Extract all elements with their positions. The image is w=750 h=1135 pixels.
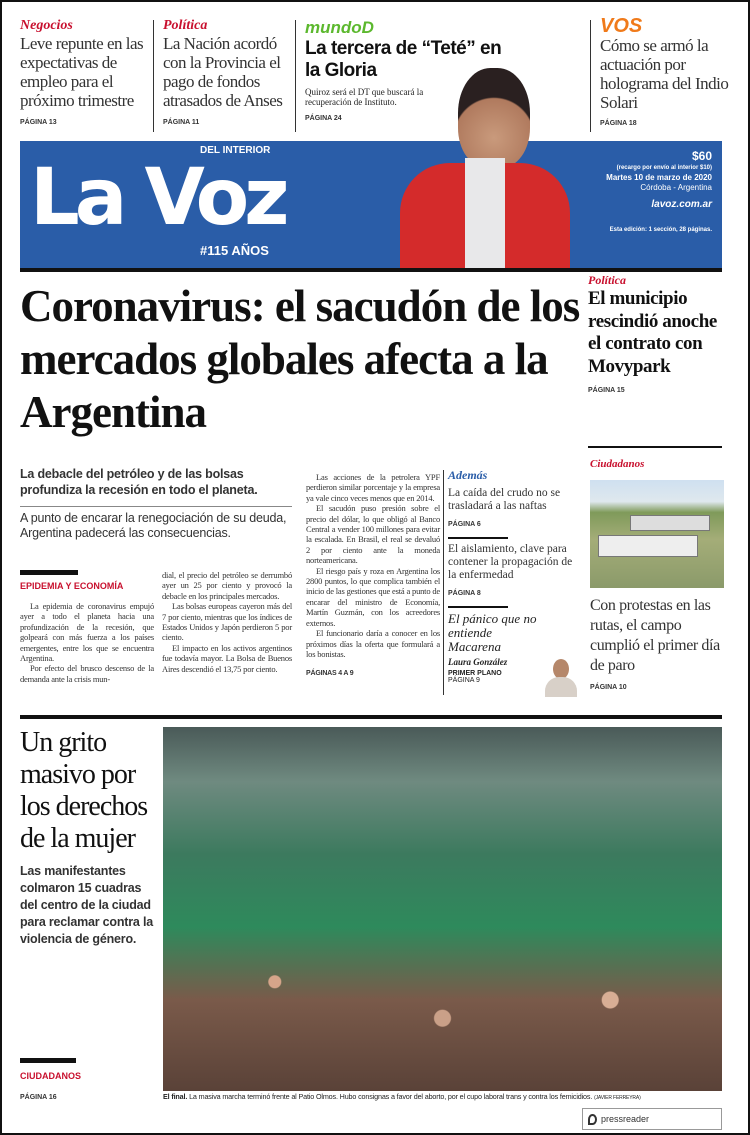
section-label: Política [588, 273, 626, 287]
story-campo[interactable] [590, 458, 724, 691]
opinion-section: PRIMER PLANO [448, 670, 502, 677]
divider [295, 20, 296, 132]
trucks-photo [590, 480, 724, 588]
logo[interactable]: La Voz [30, 153, 285, 243]
surcharge: (recargo por envío al interior $10) [616, 165, 712, 171]
march-photo [163, 727, 722, 1091]
teaser-headline: Leve repunte en las expectativas de empleo para el próximo trimestre [20, 34, 144, 110]
paragraph: La epidemia de coronavirus empujó ayer a todo el planeta hacia una profundización de la recesión, que golpeará con más fuerza a los países emergentes, entre los que se encuentra Argentina. [20, 601, 154, 664]
website[interactable]: lavoz.com.ar [651, 199, 712, 210]
paragraph: El impacto en los activos argentinos fue todavía mayor. La Bolsa de Buenos Aires descendió el 13,75 por ciento. [162, 642, 292, 674]
teaser-headline: Cómo se armó la actuación por holograma del Indio Solari [600, 36, 729, 112]
deck-2: A punto de encarar la renegociación de su deuda, Argentina padecerá las consecuencias. [20, 511, 287, 540]
column-1 [20, 601, 154, 684]
page-ref: PÁGINA 15 [588, 387, 625, 394]
story-movypark[interactable] [588, 273, 722, 394]
teaser-summary: Quiroz será el DT que buscará la recuperación de Instituto. [305, 87, 424, 107]
paragraph: El funcionario daría a conocer en los próximos días la oferta que formulará a los bonistas. [306, 628, 440, 659]
ademas-item[interactable]: El aislamiento, clave para contener la propagación de la enfermedad [448, 543, 573, 581]
anniversary: #115 AÑOS [200, 243, 269, 258]
main-headline[interactable]: Coronavirus: el sacudón de los mercados globales afecta a la Argentina [20, 281, 580, 437]
paragraph: dial, el precio del petróleo se derrumbó ayer un 25 por ciento y provocó la debacle en los principales mercados. [162, 570, 292, 601]
section-label: Política [163, 18, 208, 33]
caption-lead: El final. [163, 1092, 188, 1101]
column-2 [162, 570, 292, 674]
price: $60 [691, 149, 712, 163]
pressreader-label: pressreader [601, 1114, 650, 1124]
paragraph: Las acciones de la petrolera YPF perdieron similar porcentaje y la empresa ya vale cinco veces menos que en 2014. [306, 472, 440, 503]
divider [153, 20, 154, 132]
rule [588, 446, 722, 448]
bottom-deck: Las manifestantes colmaron 15 cuadras del centro de la ciudad para reclamar contra la violencia de género. [20, 864, 153, 946]
divider [590, 20, 591, 132]
deck-1: La debacle del petróleo y de las bolsas profundiza la recesión en todo el planeta. [20, 467, 258, 497]
page-ref: PÁGINA 16 [20, 1094, 57, 1101]
page-ref: PÁGINA 6 [448, 521, 481, 528]
divider [20, 506, 292, 507]
ademas-label: Además [448, 468, 488, 482]
masthead [20, 141, 722, 268]
section-label: mundoD [305, 18, 374, 37]
page-ref: PÁGINA 24 [305, 115, 342, 122]
rule [20, 1058, 76, 1063]
rule [20, 715, 722, 719]
divider [443, 470, 444, 695]
masthead-info [606, 149, 712, 235]
pressreader-badge[interactable] [582, 1108, 722, 1130]
column-3 [306, 472, 440, 680]
teaser-politica[interactable] [163, 18, 291, 126]
paragraph: El riesgo país y roza en Argentina los 2800 puntos, lo que complica también el inicio de las gestiones que está a punto de encarar del ministro de Economía, Martín Guzmán, con los acreedores externos. [306, 565, 440, 628]
edition-info: Esta edición: 1 sección, 28 páginas. [609, 227, 712, 233]
date: Martes 10 de marzo de 2020 [606, 173, 712, 182]
teaser-headline: La tercera de “Teté” en la Gloria [305, 38, 502, 81]
teaser-headline: La Nación acordó con la Provincia el pago de fondos atrasados de Anses [163, 34, 283, 110]
teaser-negocios[interactable] [20, 18, 145, 126]
page-ref: PÁGINA 11 [163, 119, 200, 126]
main-left-column [20, 466, 292, 541]
ademas-item[interactable]: La caída del crudo no se trasladará a las naftas [448, 487, 561, 512]
rule [448, 606, 508, 608]
page-ref: PÁGINA 10 [590, 684, 627, 691]
opinion-title[interactable]: El pánico que no entiende Macarena [448, 611, 537, 654]
logo-subtitle: DEL INTERIOR [200, 145, 271, 156]
location: Córdoba - Argentina [640, 183, 712, 192]
paragraph: Las bolsas europeas cayeron más del 7 por ciento, mientras que los índices de Estados Unidos y Japón perdieron 5 por ciento. [162, 601, 292, 643]
caption-text: La masiva marcha terminó frente al Patio Olmos. Hubo consignas a favor del aborto, por el cupo laboral trans y contra los femicidios. [189, 1092, 593, 1101]
kicker: CIUDADANOS [20, 1071, 82, 1081]
page-ref: PÁGINA 9 [448, 677, 480, 684]
rule [448, 537, 508, 539]
paragraph: El sacudón puso presión sobre el precio del dólar, lo que obligó al Banco Central a vender 100 millones para evitar la escalada. En Brasil, el real se devaluó 2 por ciento ante la moneda norteamericana. [306, 503, 440, 566]
pressreader-icon [588, 1114, 597, 1125]
section-label: Ciudadanos [590, 458, 645, 470]
ademas-box [448, 468, 580, 684]
rule [20, 268, 722, 272]
paragraph: Por efecto del brusco descenso de la demanda ante la crisis mun- [20, 663, 154, 684]
page-ref: PÁGINA 18 [600, 120, 637, 127]
main-first-column [20, 570, 154, 684]
kicker: EPIDEMIA Y ECONOMÍA [20, 581, 124, 591]
author-photo [542, 657, 580, 697]
rule [20, 570, 78, 575]
bottom-headline[interactable]: Un grito masivo por los derechos de la mujer [20, 727, 148, 854]
photo-caption [163, 1092, 723, 1103]
teaser-vos[interactable] [600, 16, 730, 127]
section-label: Negocios [20, 18, 73, 33]
headline: Con protestas en las rutas, el campo cumplió el primer día de paro [590, 597, 720, 674]
coach-photo [380, 68, 580, 268]
section-label: VOS [600, 15, 643, 37]
opinion-author: Laura González [448, 657, 508, 667]
headline: El municipio rescindió anoche el contrato con Movypark [588, 288, 717, 377]
page-ref: PÁGINA 8 [448, 590, 481, 597]
page-ref[interactable]: PÁGINAS 4 A 9 [306, 670, 354, 678]
photo-credit: (JAVIER FERREYRA) [594, 1095, 641, 1101]
page-ref: PÁGINA 13 [20, 119, 57, 126]
bottom-story-text [20, 727, 160, 948]
